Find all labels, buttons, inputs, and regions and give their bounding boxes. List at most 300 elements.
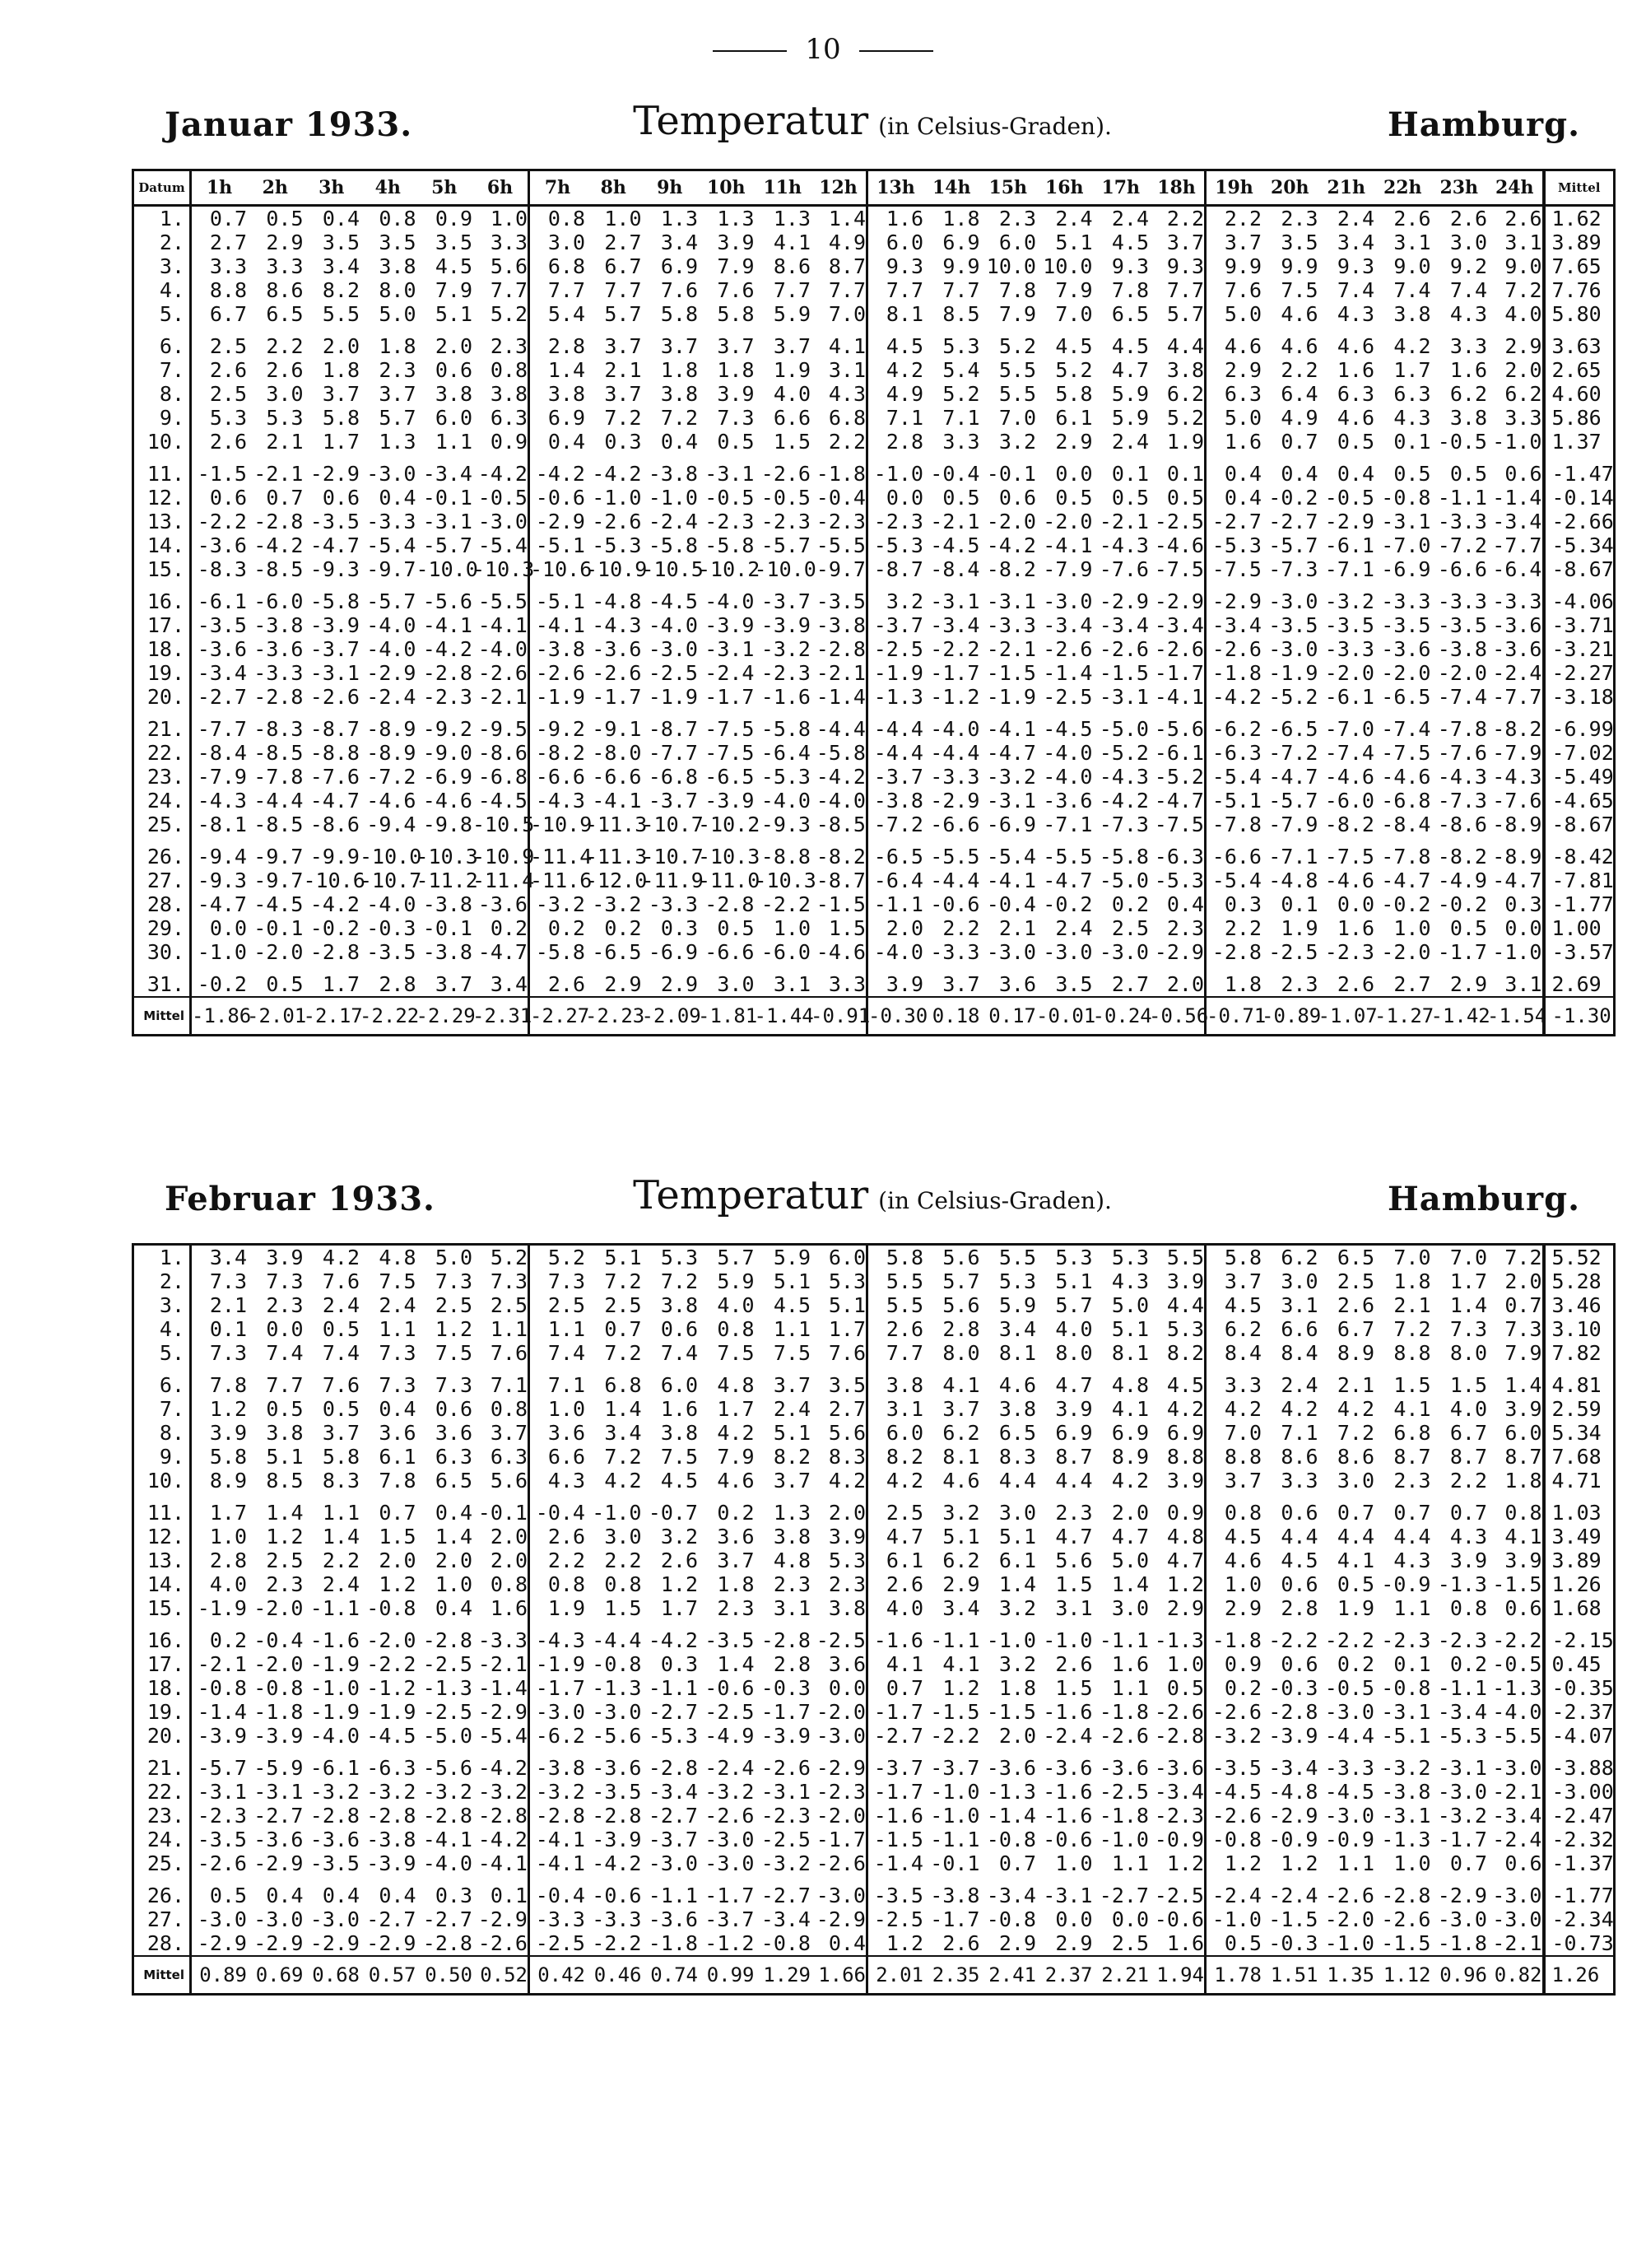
temperature-cell: 5.7 [1055,1293,1093,1317]
temperature-cell: 1.7 [322,972,360,996]
temperature-cell: 8.3 [322,1469,360,1493]
temperature-cell: 2.6 [266,358,304,382]
temperature-cell: 0.8 [490,1572,528,1596]
temperature-cell: -8.5 [816,813,866,836]
temperature-cell: 1.4 [828,207,866,231]
temperature-cell: 3.8 [435,382,472,406]
temperature-cell: 0.8 [490,1397,528,1421]
temperature-cell: 7.2 [604,1445,642,1469]
temperature-cell: -3.6 [648,1907,698,1931]
temperature-cell: 6.5 [998,1421,1036,1445]
temperature-cell: 4.4 [1393,1525,1431,1548]
temperature-cell: -10.2 [698,813,760,836]
temperature-cell: -2.3 [704,510,755,533]
temperature-cell: 3.9 [828,1525,866,1548]
hourly-mean-cell: 1.12 [1374,1956,1431,1995]
hour-header: 20h [1262,170,1318,206]
temperature-cell: -3.6 [253,1828,304,1851]
temperature-cell: 0.0 [1111,1907,1149,1931]
temperature-cell: -4.3 [1437,765,1487,789]
temperature-cell: 5.6 [942,1293,980,1317]
temperature-cell: 0.4 [529,430,586,454]
temperature-cell: -2.2 [1492,1628,1542,1652]
temperature-cell: 5.1 [604,1246,642,1269]
temperature-cell: -0.2 [1437,892,1487,916]
temperature-cell: 7.8 [998,278,1036,302]
daily-mean-cell: -5.34 [1544,533,1615,557]
temperature-cell: 7.4 [266,1341,304,1365]
temperature-cell: 0.8 [379,207,416,231]
hourly-mean-cell: 2.01 [867,1956,924,1995]
temperature-cell: -0.9 [1324,1828,1374,1851]
temperature-cell: -2.8 [309,940,360,964]
temperature-cell: 9.9 [942,254,980,278]
daily-mean-cell: 3.49 [1544,1525,1615,1548]
february-subtitle: (in Celsius-Graden). [878,1187,1112,1214]
daily-mean-cell: 2.69 [1544,964,1615,997]
february-title: Temperatur [633,1172,869,1218]
temperature-cell: 3.3 [1281,1469,1318,1493]
temperature-cell: 3.9 [191,1421,248,1445]
table-row [133,741,1615,765]
hour-header: 17h [1093,170,1150,206]
table-row [133,1724,1615,1748]
temperature-cell: -3.2 [477,1780,528,1804]
temperature-cell: -1.1 [309,1596,360,1620]
temperature-cell: -8.2 [1492,717,1542,741]
temperature-cell: -5.4 [366,533,416,557]
temperature-cell: -6.3 [1206,741,1262,765]
temperature-cell: -1.5 [191,454,248,486]
temperature-cell: -3.5 [704,1628,755,1652]
temperature-cell: -3.3 [1324,637,1374,661]
temperature-cell: -3.5 [1437,613,1487,637]
temperature-cell: -8.9 [1492,845,1542,869]
temperature-cell: -1.0 [1492,940,1542,964]
temperature-cell: 3.7 [435,972,472,996]
temperature-cell: -3.6 [1381,637,1431,661]
day-label: 9. [159,406,184,430]
temperature-cell: 3.9 [266,1246,304,1269]
temperature-cell: 8.2 [322,278,360,302]
temperature-cell: 1.1 [1337,1851,1374,1875]
temperature-cell: 1.2 [266,1525,304,1548]
temperature-cell: -2.8 [477,1804,528,1828]
temperature-cell: 5.1 [1111,1317,1149,1341]
temperature-cell: 0.4 [379,486,416,510]
temperature-cell: 2.9 [266,231,304,254]
temperature-cell: -3.0 [1492,1907,1542,1931]
temperature-cell: -6.3 [366,1756,416,1780]
temperature-cell: -5.7 [191,1748,248,1780]
day-label: 2. [159,1269,184,1293]
temperature-cell: 5.3 [828,1269,866,1293]
temperature-cell: -3.8 [422,940,472,964]
hour-header: 23h [1431,170,1488,206]
temperature-cell: -4.5 [253,892,304,916]
temperature-cell: 0.1 [1393,1652,1431,1676]
temperature-cell: -9.4 [191,836,248,869]
temperature-cell: -2.8 [648,1756,698,1780]
temperature-cell: -3.0 [704,1851,755,1875]
temperature-cell: 6.3 [1337,382,1374,406]
table-row [133,206,1615,231]
temperature-cell: 7.4 [1449,278,1487,302]
temperature-cell: -2.6 [1324,1884,1374,1907]
temperature-cell: -3.4 [986,1884,1036,1907]
temperature-cell: -3.5 [366,940,416,964]
temperature-cell: -8.7 [309,717,360,741]
temperature-cell: 7.5 [379,1269,416,1293]
temperature-cell: -6.0 [253,589,304,613]
temperature-cell: -3.1 [760,1780,811,1804]
temperature-cell: 3.7 [1206,1269,1262,1293]
temperature-cell: -2.8 [1381,1884,1431,1907]
temperature-cell: -4.9 [1437,869,1487,892]
hourly-mean-cell: 0.18 [923,997,980,1036]
hour-header: 11h [755,170,811,206]
daily-mean-cell: -0.14 [1544,486,1615,510]
temperature-cell: 8.6 [266,278,304,302]
daily-mean-cell: 1.00 [1544,916,1615,940]
temperature-cell: 0.2 [1111,892,1149,916]
temperature-cell: -1.3 [1437,1572,1487,1596]
hour-header: 14h [923,170,980,206]
temperature-cell: -5.6 [1154,717,1204,741]
daily-mean-cell: 1.37 [1544,430,1615,454]
temperature-cell: 3.0 [1281,1269,1318,1293]
temperature-cell: -5.8 [816,741,866,765]
hour-header: 16h [1036,170,1093,206]
temperature-cell: -0.5 [477,486,528,510]
temperature-cell: -10.3 [698,845,760,869]
temperature-cell: 8.6 [1281,1445,1318,1469]
temperature-cell: -6.8 [477,765,528,789]
temperature-cell: 6.0 [1504,1421,1542,1445]
temperature-cell: 5.1 [1055,231,1093,254]
day-label: 10. [146,1469,184,1493]
temperature-cell: 7.7 [266,1373,304,1397]
temperature-cell: -3.6 [1043,1756,1093,1780]
temperature-cell: 5.5 [998,1246,1036,1269]
temperature-cell: 2.9 [604,972,642,996]
temperature-cell: 3.7 [942,1397,980,1421]
temperature-cell: -1.6 [867,1620,924,1652]
temperature-cell: 1.1 [490,1317,528,1341]
temperature-cell: -2.1 [253,462,304,486]
temperature-cell: -2.7 [867,1724,924,1748]
temperature-cell: -6.6 [1206,836,1262,869]
temperature-cell: -0.2 [1381,892,1431,916]
temperature-cell: 0.7 [1504,1293,1542,1317]
daily-mean-cell: -1.77 [1544,1875,1615,1907]
monthly-mean-cell: 1.26 [1544,1956,1615,1995]
temperature-cell: 8.6 [1337,1445,1374,1469]
temperature-cell: 7.1 [867,406,924,430]
temperature-cell: -3.1 [704,462,755,486]
temperature-cell: 4.2 [867,1469,924,1493]
table-row [133,510,1615,533]
temperature-cell: -2.6 [704,1804,755,1828]
temperature-cell: 7.0 [828,302,866,326]
temperature-cell: 3.0 [1111,1596,1149,1620]
temperature-cell: 2.4 [1281,1373,1318,1397]
table-row [133,836,1615,869]
temperature-cell: 4.2 [867,358,924,382]
temperature-cell: -0.4 [253,1628,304,1652]
temperature-cell: 3.8 [1449,406,1487,430]
temperature-cell: -7.8 [1381,845,1431,869]
temperature-cell: -1.3 [422,1676,472,1700]
table-row [133,813,1615,836]
temperature-cell: 2.9 [1055,430,1093,454]
temperature-cell: 9.2 [1449,254,1487,278]
temperature-cell: 3.1 [773,972,811,996]
temperature-cell: -0.8 [986,1907,1036,1931]
temperature-cell: -5.1 [529,533,586,557]
january-subtitle: (in Celsius-Graden). [878,113,1112,140]
temperature-cell: -11.3 [585,813,648,836]
temperature-cell: 1.2 [1206,1851,1262,1875]
temperature-cell: 0.1 [191,1317,248,1341]
temperature-cell: 6.9 [942,231,980,254]
temperature-cell: -2.7 [648,1804,698,1828]
temperature-cell: -3.9 [704,789,755,813]
temperature-cell: 7.9 [1504,1341,1542,1365]
temperature-cell: -3.9 [253,1724,304,1748]
temperature-cell: -0.2 [309,916,360,940]
temperature-cell: 6.2 [1449,382,1487,406]
temperature-cell: -4.4 [930,869,980,892]
day-label: 3. [159,1293,184,1317]
temperature-cell: 2.3 [773,1572,811,1596]
temperature-cell: 0.2 [604,916,642,940]
temperature-cell: 1.6 [1449,358,1487,382]
temperature-cell: -1.1 [867,892,924,916]
temperature-cell: 5.8 [1206,1245,1262,1270]
temperature-cell: 1.6 [1337,916,1374,940]
temperature-cell: 6.3 [490,1445,528,1469]
temperature-cell: 8.8 [1206,1445,1262,1469]
temperature-cell: -4.7 [1381,869,1431,892]
temperature-cell: -1.0 [867,454,924,486]
temperature-cell: 4.9 [1281,406,1318,430]
day-label: 6. [159,1373,184,1397]
hourly-mean-cell: 2.37 [1036,1956,1093,1995]
temperature-cell: 1.0 [490,207,528,231]
temperature-cell: -0.8 [253,1676,304,1700]
temperature-cell: -7.3 [1268,557,1318,581]
temperature-cell: 1.9 [1337,1596,1374,1620]
day-label: 7. [159,358,184,382]
temperature-cell: -2.5 [648,661,698,685]
temperature-cell: 4.6 [1206,1548,1262,1572]
temperature-cell: 4.1 [867,1652,924,1676]
temperature-cell: 8.8 [1393,1341,1431,1365]
temperature-cell: -4.7 [309,533,360,557]
temperature-cell: -2.2 [191,510,248,533]
hourly-mean-cell: -2.31 [472,997,529,1036]
temperature-cell: 9.0 [1504,254,1542,278]
temperature-cell: 3.2 [942,1501,980,1525]
daily-mean-cell: 3.46 [1544,1293,1615,1317]
temperature-cell: 8.1 [998,1341,1036,1365]
table-row [133,302,1615,326]
temperature-cell: 3.8 [660,1293,698,1317]
february-month: Februar 1933. [165,1180,435,1218]
temperature-cell: -4.2 [592,462,642,486]
temperature-cell: 9.0 [1393,254,1431,278]
temperature-cell: 3.7 [490,1421,528,1445]
hourly-mean-cell: -1.07 [1318,997,1375,1036]
temperature-cell: -3.8 [529,1748,586,1780]
temperature-cell: -1.9 [309,1652,360,1676]
temperature-cell: 0.1 [1111,462,1149,486]
temperature-cell: -10.9 [472,845,535,869]
day-label: 17. [146,1652,184,1676]
daily-mean-cell: -5.49 [1544,765,1615,789]
temperature-cell: 4.9 [828,231,866,254]
temperature-cell: 4.4 [998,1469,1036,1493]
temperature-cell: 4.2 [1206,1397,1262,1421]
temperature-cell: 5.3 [1055,1246,1093,1269]
temperature-cell: 0.2 [490,916,528,940]
temperature-cell: 1.8 [1393,1269,1431,1293]
temperature-cell: -7.1 [1268,845,1318,869]
temperature-cell: -2.6 [1099,637,1149,661]
temperature-cell: -8.9 [366,717,416,741]
temperature-cell: 3.7 [322,1421,360,1445]
hourly-mean-cell: -0.30 [867,997,924,1036]
temperature-cell: 5.2 [490,1246,528,1269]
daily-mean-cell: -2.27 [1544,661,1615,685]
temperature-cell: 4.7 [1055,1525,1093,1548]
temperature-cell: -2.7 [1099,1884,1149,1907]
temperature-cell: -9.3 [309,557,360,581]
temperature-cell: 3.8 [867,1365,924,1397]
temperature-cell: 6.1 [867,1548,924,1572]
temperature-cell: -3.4 [1154,1780,1204,1804]
table-row [133,557,1615,581]
temperature-cell: 0.6 [322,486,360,510]
table-row [133,1875,1615,1907]
temperature-cell: -3.2 [1381,1756,1431,1780]
temperature-cell: -0.2 [191,964,248,997]
temperature-cell: 7.3 [435,1269,472,1293]
temperature-cell: -0.6 [704,1676,755,1700]
daily-mean-cell: -2.66 [1544,510,1615,533]
temperature-cell: -3.3 [1437,510,1487,533]
temperature-cell: 2.2 [828,430,866,454]
temperature-cell: -3.0 [1324,1804,1374,1828]
temperature-cell: 3.9 [717,382,755,406]
temperature-cell: 2.6 [191,358,248,382]
table-row [133,1804,1615,1828]
daily-mean-cell: -2.37 [1544,1700,1615,1724]
temperature-cell: 4.7 [1111,358,1149,382]
temperature-cell: -9.4 [366,813,416,836]
temperature-cell: -4.7 [1154,789,1204,813]
temperature-cell: -1.4 [1492,486,1542,510]
temperature-cell: 7.6 [717,278,755,302]
temperature-cell: 3.1 [867,1397,924,1421]
temperature-cell: 7.8 [1111,278,1149,302]
temperature-cell: -7.6 [1437,741,1487,765]
temperature-cell: -3.9 [760,613,811,637]
temperature-cell: 8.8 [1166,1445,1204,1469]
temperature-cell: 3.3 [266,254,304,278]
temperature-cell: -1.8 [648,1931,698,1955]
temperature-cell: 0.9 [1206,1652,1262,1676]
temperature-cell: -9.1 [592,717,642,741]
temperature-cell: 5.5 [867,1293,924,1317]
temperature-cell: 4.5 [1206,1525,1262,1548]
temperature-cell: 2.9 [1206,1596,1262,1620]
temperature-cell: -4.3 [529,1620,586,1652]
day-label: 27. [146,1907,184,1931]
temperature-cell: -4.2 [477,1828,528,1851]
january-title: Temperatur [633,98,869,144]
temperature-cell: -1.2 [704,1931,755,1955]
temperature-cell: -4.2 [1206,685,1262,709]
temperature-cell: 4.7 [1111,1525,1149,1548]
temperature-cell: 7.3 [379,1373,416,1397]
temperature-cell: 2.2 [529,1548,586,1572]
temperature-cell: -7.0 [1324,717,1374,741]
temperature-cell: -5.4 [1206,869,1262,892]
daily-mean-cell: -0.73 [1544,1931,1615,1956]
temperature-cell: -5.0 [422,1724,472,1748]
temperature-cell: -4.5 [1206,1780,1262,1804]
january-month: Januar 1933. [165,105,413,144]
temperature-cell: 7.5 [660,1445,698,1469]
temperature-cell: 4.8 [1166,1525,1204,1548]
temperature-cell: 0.1 [490,1884,528,1907]
temperature-cell: 2.4 [773,1397,811,1421]
temperature-cell: 3.2 [660,1525,698,1548]
temperature-cell: -1.1 [930,1828,980,1851]
temperature-cell: 4.6 [942,1469,980,1493]
temperature-cell: -2.8 [1206,940,1262,964]
temperature-cell: 5.8 [867,1245,924,1270]
temperature-cell: -3.1 [704,637,755,661]
temperature-cell: -7.7 [648,741,698,765]
temperature-cell: 0.8 [529,1572,586,1596]
temperature-cell: 3.7 [773,1469,811,1493]
temperature-cell: 1.4 [717,1652,755,1676]
temperature-cell: -5.5 [1043,845,1093,869]
temperature-cell: 0.0 [828,1676,866,1700]
temperature-cell: -7.5 [1324,845,1374,869]
temperature-cell: 6.9 [1111,1421,1149,1445]
temperature-cell: -3.7 [648,1828,698,1851]
mittel-label: Mittel [133,997,191,1036]
temperature-cell: 5.6 [490,254,528,278]
temperature-cell: -2.8 [1154,1724,1204,1748]
temperature-cell: -9.7 [816,557,866,581]
temperature-cell: 0.5 [322,1397,360,1421]
temperature-cell: 3.0 [717,972,755,996]
daily-mean-cell: -3.18 [1544,685,1615,709]
temperature-cell: 8.4 [1206,1341,1262,1365]
temperature-cell: -8.0 [592,741,642,765]
temperature-cell: -4.3 [529,789,586,813]
temperature-cell: 7.1 [1281,1421,1318,1445]
temperature-cell: -0.8 [986,1828,1036,1851]
temperature-cell: 8.0 [1449,1341,1487,1365]
temperature-cell: 2.9 [1504,334,1542,358]
temperature-cell: 1.8 [660,358,698,382]
